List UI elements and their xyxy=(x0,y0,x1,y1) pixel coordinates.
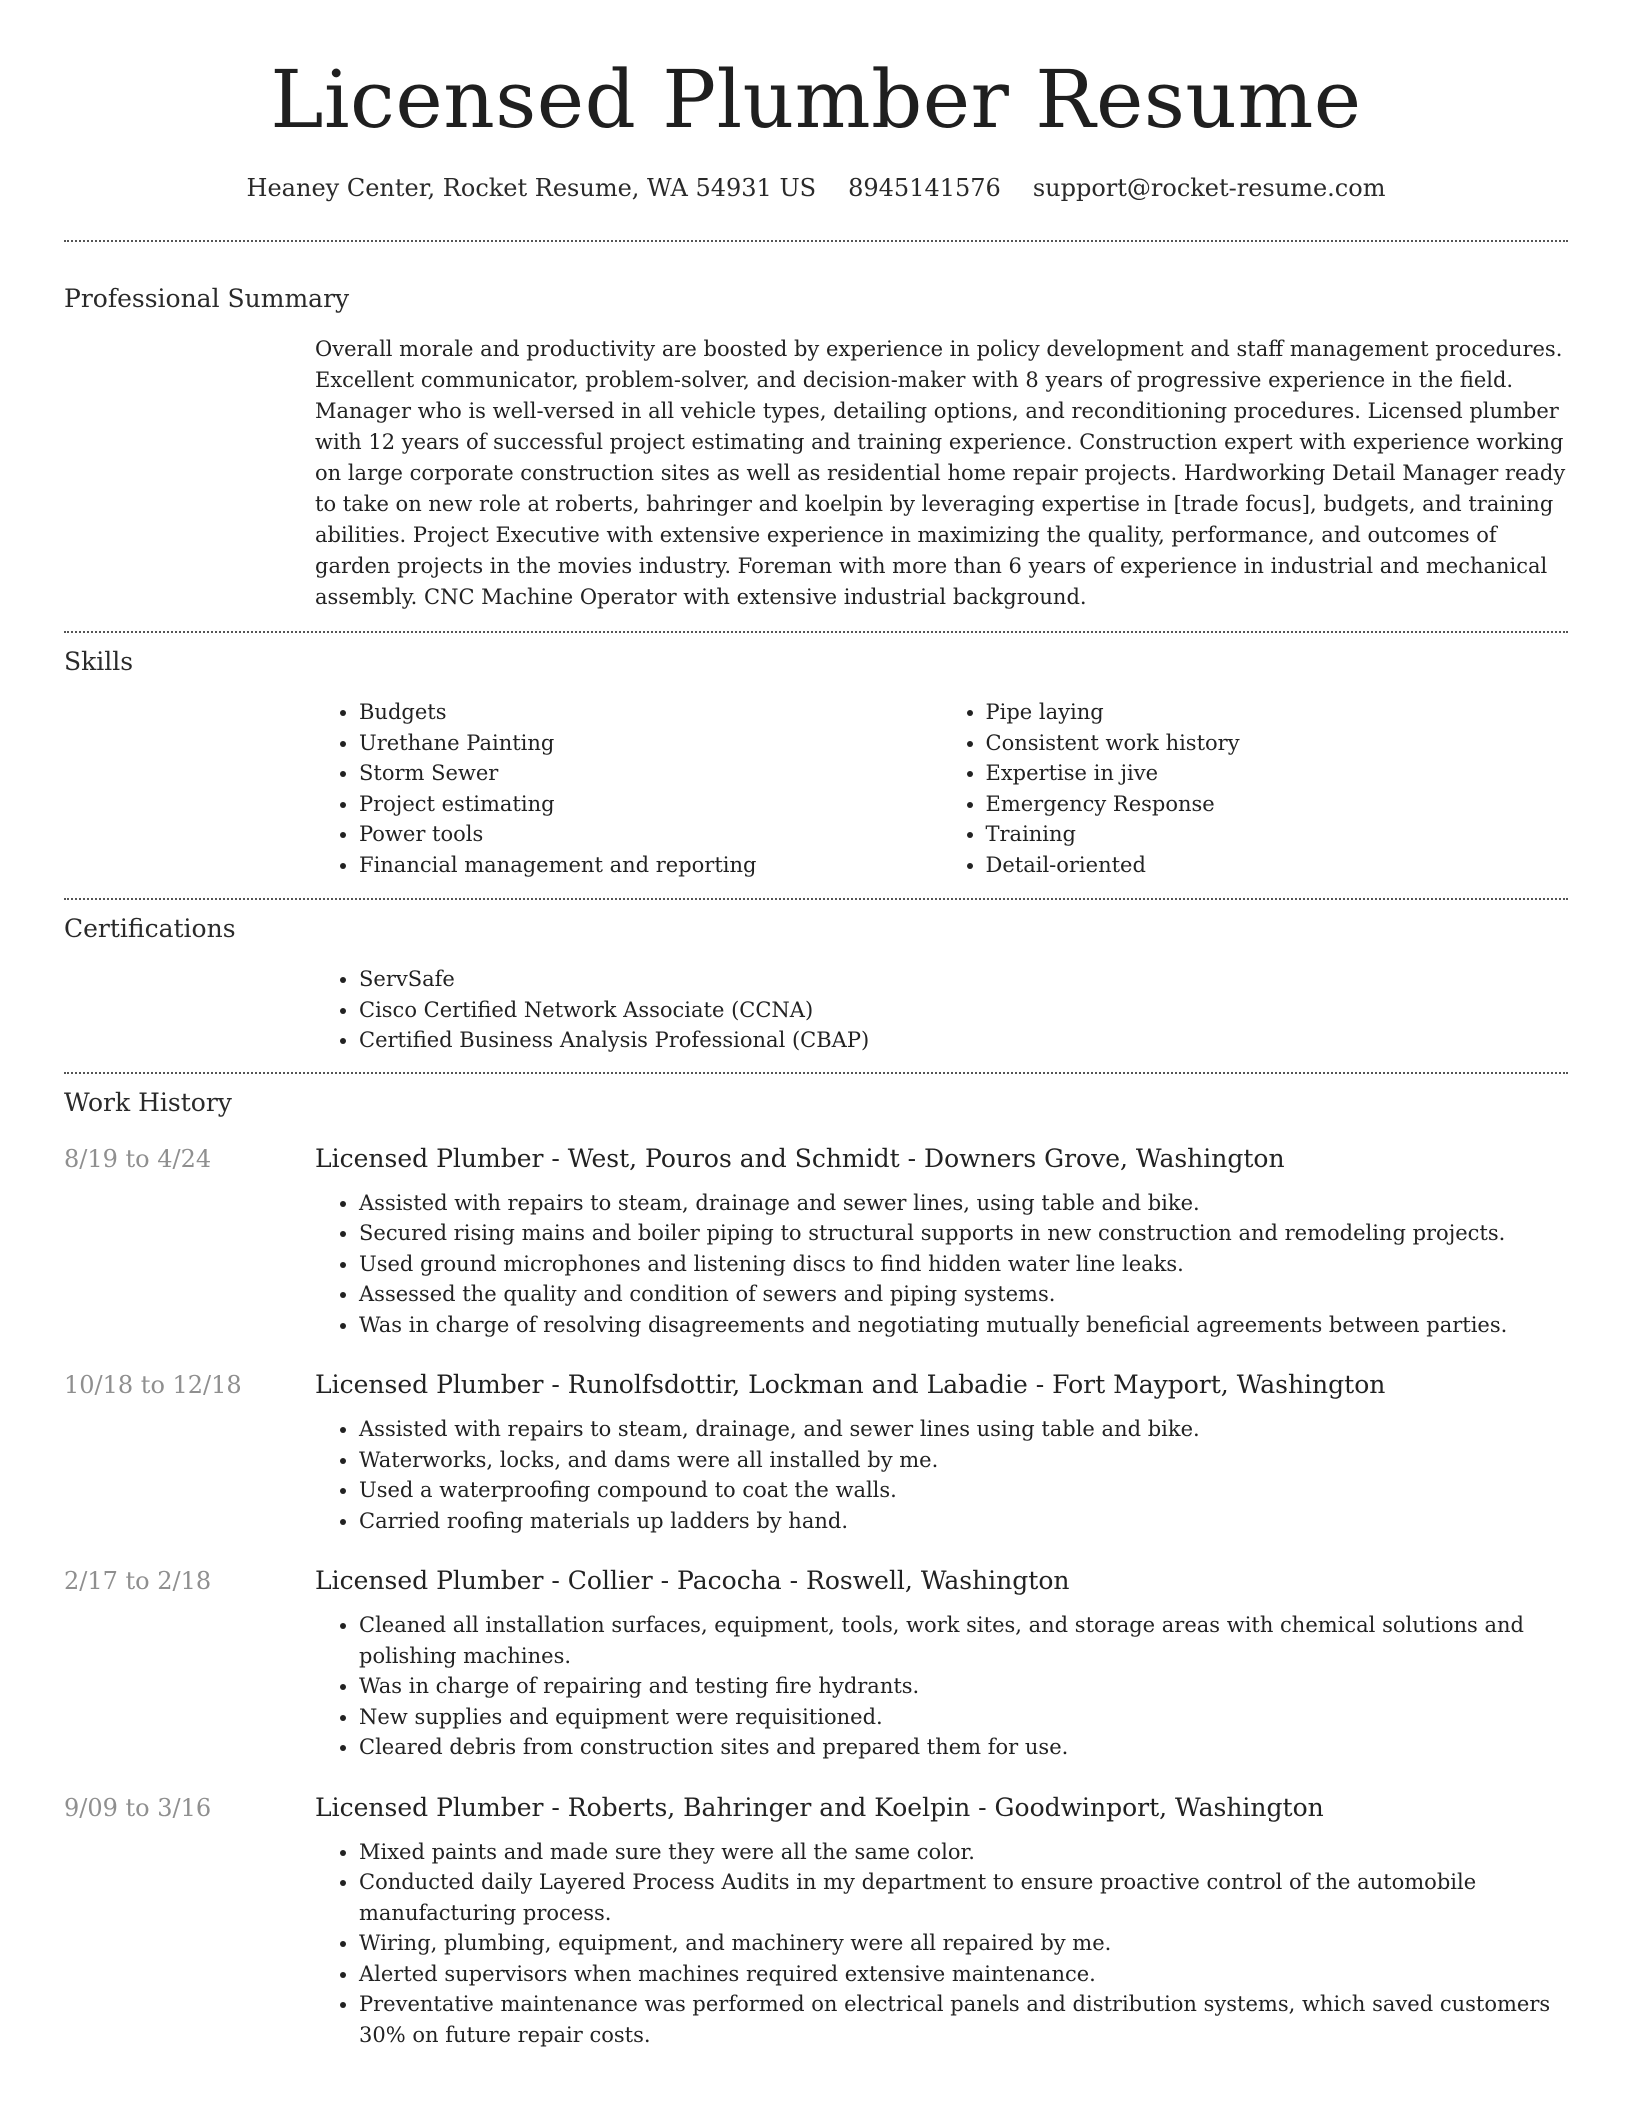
phone: 8945141576 xyxy=(848,174,1001,202)
job-bullet: • Was in charge of resolving disagreements and negotiating mutually beneficial agreements between parties. xyxy=(359,1310,1568,1341)
job-bullet: • Preventative maintenance was performed on electrical panels and distribution systems, which saved customers 30% on future repair costs. xyxy=(359,1989,1568,2050)
job-details xyxy=(315,1791,1568,2051)
job-bullet: • Cleaned all installation surfaces, equipment, tools, work sites, and storage areas with chemical solutions and polishing machines. xyxy=(359,1610,1568,1671)
contact-info xyxy=(64,170,1568,206)
job-details xyxy=(315,1142,1568,1341)
job-bullets xyxy=(315,1610,1568,1763)
job-bullet: • Used a waterproofing compound to coat the walls. xyxy=(359,1475,1568,1506)
job-bullet: • Secured rising mains and boiler piping to structural supports in new construction and remodeling projects. xyxy=(359,1218,1568,1249)
skill-item: • Emergency Response xyxy=(986,789,1569,820)
job-bullet: • Carried roofing materials up ladders by hand. xyxy=(359,1506,1568,1537)
divider xyxy=(64,1072,1568,1074)
skills-section xyxy=(64,645,1568,880)
job-bullet: • Used ground microphones and listening discs to find hidden water line leaks. xyxy=(359,1249,1568,1280)
job-dates: 8/19 to 4/24 xyxy=(64,1144,212,1173)
job-bullet: • Was in charge of repairing and testing fire hydrants. xyxy=(359,1671,1568,1702)
job-bullet: • Assisted with repairs to steam, drainage and sewer lines, using table and bike. xyxy=(359,1188,1568,1219)
job-bullets xyxy=(315,1837,1568,2051)
work-history-heading: Work History xyxy=(64,1087,232,1117)
job-title: Licensed Plumber - Collier - Pacocha - Roswell, Washington xyxy=(315,1566,1070,1595)
skill-item: • Project estimating xyxy=(359,789,942,820)
job-details xyxy=(315,1564,1568,1763)
skill-item: • Detail-oriented xyxy=(986,850,1569,881)
job-bullet: • Cleared debris from construction sites and prepared them for use. xyxy=(359,1732,1568,1763)
skill-item: • Expertise in jive xyxy=(986,758,1569,789)
skills-list-right xyxy=(942,697,1569,880)
job-bullet: • New supplies and equipment were requisitioned. xyxy=(359,1702,1568,1733)
email: support@rocket-resume.com xyxy=(1032,174,1386,202)
summary-text: Overall morale and productivity are boosted by experience in policy development and staff management procedures. Excellent communicator, problem-solver, and decision-maker with 8 years of progressive experience in the field. Manager who is well-versed in all vehicle types, detailing options, and reconditioning procedures. Licensed plumber with 12 years of successful project estimating and training experience. Construction expert with experience working on large corporate construction sites as well as residential home repair projects. Hardworking Detail Manager ready to take on new role at roberts, bahringer and koelpin by leveraging expertise in [trade focus], budgets, and training abilities. Project Executive with extensive experience in maximizing the quality, performance, and outcomes of garden projects in the movies industry. Foreman with more than 6 years of experience in industrial and mechanical assembly. CNC Machine Operator with extensive industrial background. xyxy=(315,337,1566,609)
certifications-list xyxy=(315,964,1568,1056)
skill-item: • Urethane Painting xyxy=(359,728,942,759)
job-bullet: • Wiring, plumbing, equipment, and machinery were all repaired by me. xyxy=(359,1928,1568,1959)
divider xyxy=(64,631,1568,633)
skill-item: • Power tools xyxy=(359,819,942,850)
certification-item: • ServSafe xyxy=(359,964,1568,995)
skill-item: • Budgets xyxy=(359,697,942,728)
skill-item: • Pipe laying xyxy=(986,697,1569,728)
skill-item: • Financial management and reporting xyxy=(359,850,942,881)
skill-item: • Storm Sewer xyxy=(359,758,942,789)
job-bullet: • Alerted supervisors when machines required extensive maintenance. xyxy=(359,1959,1568,1990)
certification-item: • Certified Business Analysis Professional (CBAP) xyxy=(359,1025,1568,1056)
job-entry xyxy=(64,1368,1568,1536)
job-bullet: • Conducted daily Layered Process Audits in my department to ensure proactive control of the automobile manufacturing process. xyxy=(359,1867,1568,1928)
job-bullet: • Mixed paints and made sure they were all the same color. xyxy=(359,1837,1568,1868)
work-history-section xyxy=(64,1086,1568,2051)
job-bullet: • Assisted with repairs to steam, drainage, and sewer lines using table and bike. xyxy=(359,1414,1568,1445)
job-bullet: • Assessed the quality and condition of sewers and piping systems. xyxy=(359,1279,1568,1310)
certification-item: • Cisco Certified Network Associate (CCNA) xyxy=(359,995,1568,1026)
address: Heaney Center, Rocket Resume, WA 54931 US xyxy=(246,174,817,202)
summary-heading: Professional Summary xyxy=(64,284,350,313)
divider xyxy=(64,898,1568,900)
job-dates: 10/18 to 12/18 xyxy=(64,1371,242,1399)
skills-list-left xyxy=(315,697,942,880)
certifications-heading: Certifications xyxy=(64,914,236,943)
job-details xyxy=(315,1368,1568,1536)
job-title: Licensed Plumber - Roberts, Bahringer and Koelpin - Goodwinport, Washington xyxy=(315,1792,1324,1822)
divider xyxy=(64,240,1568,242)
job-dates: 9/09 to 3/16 xyxy=(64,1793,212,1822)
job-bullet: • Waterworks, locks, and dams were all installed by me. xyxy=(359,1445,1568,1476)
jobs-list xyxy=(64,1142,1568,2051)
job-bullets xyxy=(315,1188,1568,1341)
job-dates: 2/17 to 2/18 xyxy=(64,1567,212,1595)
summary-section xyxy=(64,282,1568,613)
job-entry xyxy=(64,1142,1568,1341)
skills-heading: Skills xyxy=(64,647,134,676)
job-title: Licensed Plumber - West, Pouros and Schmidt - Downers Grove, Washington xyxy=(315,1143,1285,1173)
skill-item: • Training xyxy=(986,819,1569,850)
job-entry xyxy=(64,1791,1568,2051)
job-title: Licensed Plumber - Runolfsdottir, Lockman and Labadie - Fort Mayport, Washington xyxy=(315,1370,1386,1399)
job-bullets xyxy=(315,1414,1568,1536)
page-title: Licensed Plumber Resume xyxy=(270,53,1362,146)
skill-item: • Consistent work history xyxy=(986,728,1569,759)
certifications-section xyxy=(64,912,1568,1056)
job-entry xyxy=(64,1564,1568,1763)
